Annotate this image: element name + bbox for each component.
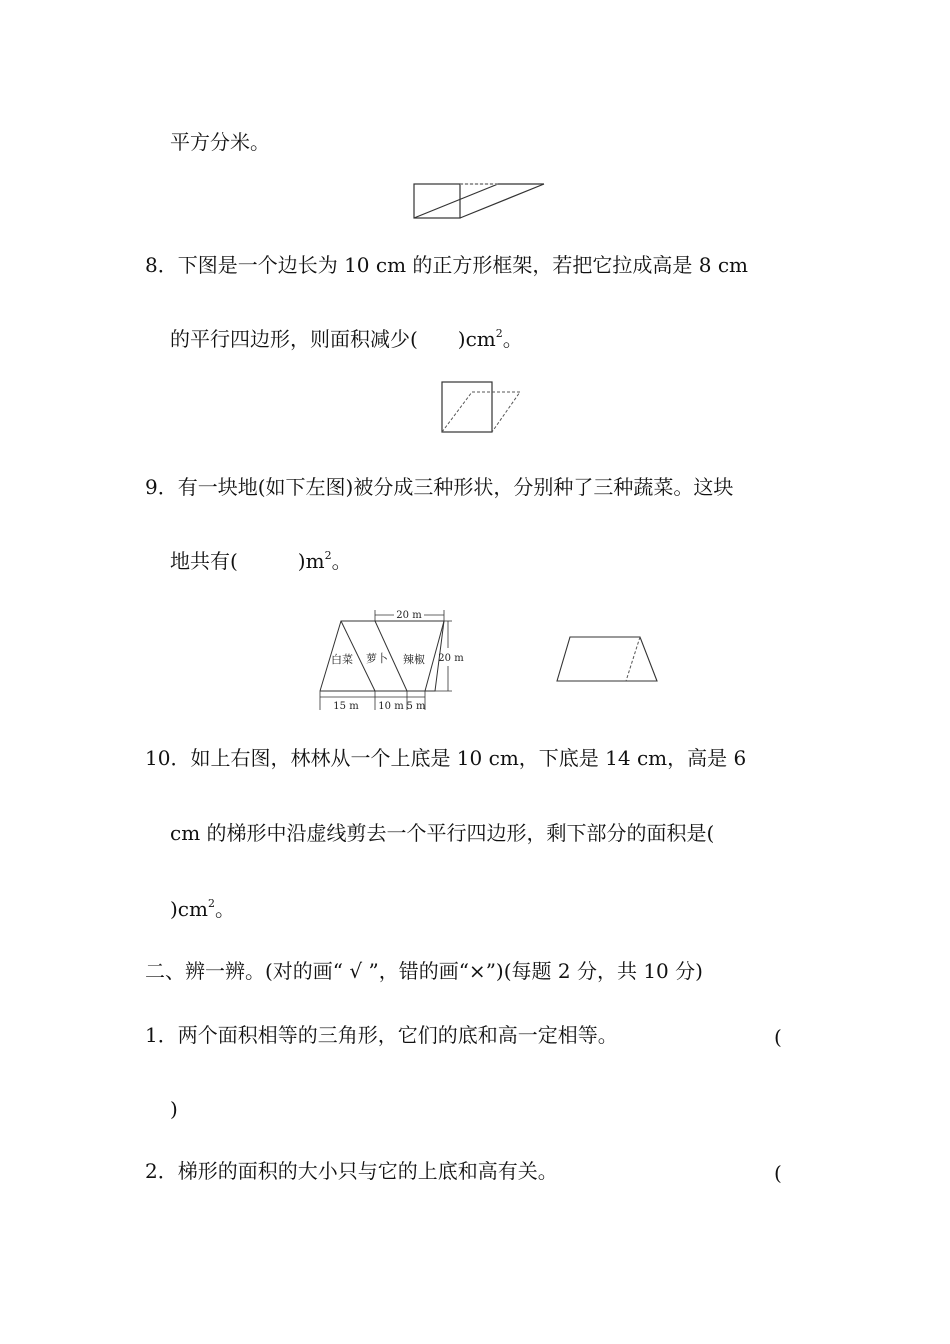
judge-1-open-paren: ( [774, 1025, 782, 1049]
q8-line2-pre: 的平行四边形，则面积减少( )cm [170, 327, 496, 351]
q10-line1: 10．如上右图，林林从一个上底是 10 cm，下底是 14 cm，高是 6 [145, 746, 747, 770]
q9-bottom-label-3: 5 m [406, 701, 426, 712]
q9-unit-sup: 2 [324, 549, 332, 562]
q10-line3 [170, 896, 235, 922]
q9-right-label: 20 m [438, 653, 464, 664]
q9-region-cabbage: 白菜 [331, 653, 353, 666]
q7-figure [410, 180, 550, 222]
q7-tail: 平方分米。 [170, 130, 270, 154]
section2-title: 二、辨一辨。(对的画“ √ ”，错的画“×”)(每题 2 分，共 10 分) [145, 959, 703, 983]
q8-figure [440, 380, 524, 436]
q10-unit-sup: 2 [207, 897, 215, 910]
q8-line2-post: 。 [502, 327, 523, 351]
q10-trapezoid-figure [550, 630, 665, 686]
judge-2-open-paren: ( [774, 1161, 782, 1185]
q9-line2-post: 。 [331, 549, 352, 573]
judge-1-close-paren: ) [170, 1097, 178, 1121]
q9-region-radish: 萝卜 [366, 652, 388, 665]
q9-bottom-label-1: 15 m [333, 701, 359, 712]
judge-2-text: 2．梯形的面积的大小只与它的上底和高有关。 [145, 1159, 558, 1183]
q9-line2-pre: 地共有( )m [170, 549, 325, 573]
q9-region-pepper: 辣椒 [403, 653, 425, 666]
q8-line1: 8．下图是一个边长为 10 cm 的正方形框架，若把它拉成高是 8 cm [145, 253, 749, 277]
q9-top-label: 20 m [396, 610, 422, 621]
q8-unit-sup: 2 [495, 327, 503, 340]
q10-line3-pre: )cm [170, 897, 208, 921]
q9-land-figure [310, 604, 470, 714]
q9-bottom-label-2: 10 m [378, 701, 404, 712]
q10-line3-post: 。 [214, 897, 235, 921]
q10-line2: cm 的梯形中沿虚线剪去一个平行四边形，剩下部分的面积是( [170, 821, 715, 845]
q8-line2 [170, 326, 523, 352]
q9-line2 [170, 548, 352, 574]
judge-1-text: 1．两个面积相等的三角形，它们的底和高一定相等。 [145, 1023, 618, 1047]
q9-line1: 9．有一块地(如下左图)被分成三种形状，分别种了三种蔬菜。这块 [145, 475, 734, 499]
